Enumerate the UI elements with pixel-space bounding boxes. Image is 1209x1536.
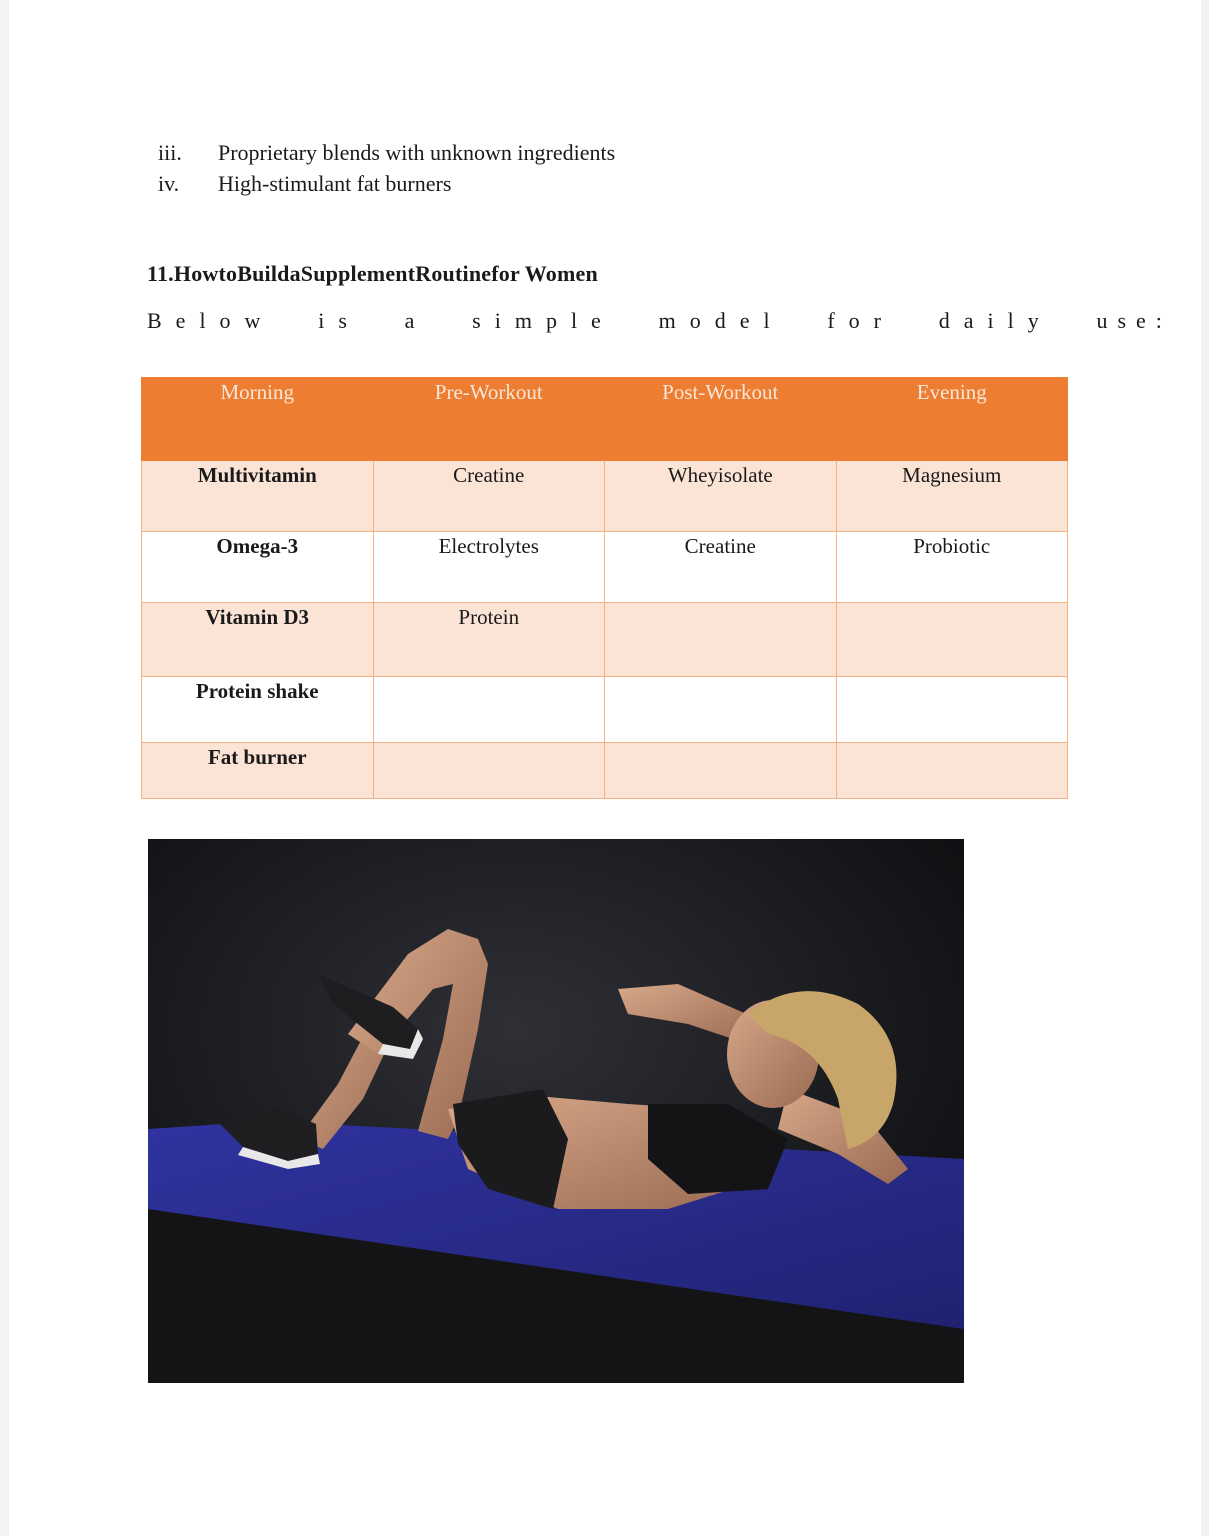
list-item	[158, 168, 615, 199]
table-cell	[373, 743, 605, 799]
intro-word: simple	[472, 308, 615, 333]
table-row	[142, 677, 1068, 743]
table-cell: Creatine	[605, 532, 837, 603]
table-cell: Probiotic	[836, 532, 1068, 603]
supplement-routine-table	[141, 377, 1068, 799]
column-header-post-workout: Post-Workout	[605, 378, 837, 461]
table-cell: Wheyisolate	[605, 461, 837, 532]
table-row	[142, 743, 1068, 799]
list-text: High-stimulant fat burners	[218, 171, 452, 196]
intro-word: model	[658, 308, 784, 333]
table-cell	[836, 603, 1068, 677]
table-cell: Vitamin D3	[142, 603, 374, 677]
workout-photo	[148, 839, 964, 1383]
table-cell	[605, 743, 837, 799]
section-heading: 11.HowtoBuildaSupplementRoutinefor Women	[147, 261, 598, 286]
table-cell	[605, 677, 837, 743]
table-cell	[605, 603, 837, 677]
table-cell: Protein shake	[142, 677, 374, 743]
table-cell: Multivitamin	[142, 461, 374, 532]
table-header-row	[142, 378, 1068, 461]
column-header-evening: Evening	[836, 378, 1068, 461]
table-cell: Creatine	[373, 461, 605, 532]
table-cell: Electrolytes	[373, 532, 605, 603]
list-number: iii.	[158, 140, 182, 165]
table-cell	[836, 743, 1068, 799]
intro-sentence	[147, 308, 1172, 334]
numbered-list	[158, 137, 615, 199]
column-header-pre-workout: Pre-Workout	[373, 378, 605, 461]
intro-word: a	[404, 308, 429, 333]
list-item	[158, 137, 615, 168]
list-text: Proprietary blends with unknown ingredients	[218, 140, 616, 165]
table-cell: Protein	[373, 603, 605, 677]
intro-word: is	[318, 308, 361, 333]
table-row	[142, 461, 1068, 532]
table-row	[142, 532, 1068, 603]
table-cell: Magnesium	[836, 461, 1068, 532]
table-cell: Fat burner	[142, 743, 374, 799]
intro-word: daily	[938, 308, 1053, 333]
list-number: iv.	[158, 171, 180, 196]
table-cell	[836, 677, 1068, 743]
column-header-morning: Morning	[142, 378, 374, 461]
table-cell: Omega-3	[142, 532, 374, 603]
intro-word: for	[827, 308, 895, 333]
table-cell	[373, 677, 605, 743]
intro-word: use:	[1096, 308, 1172, 333]
table-row	[142, 603, 1068, 677]
intro-word: Below	[147, 308, 275, 333]
